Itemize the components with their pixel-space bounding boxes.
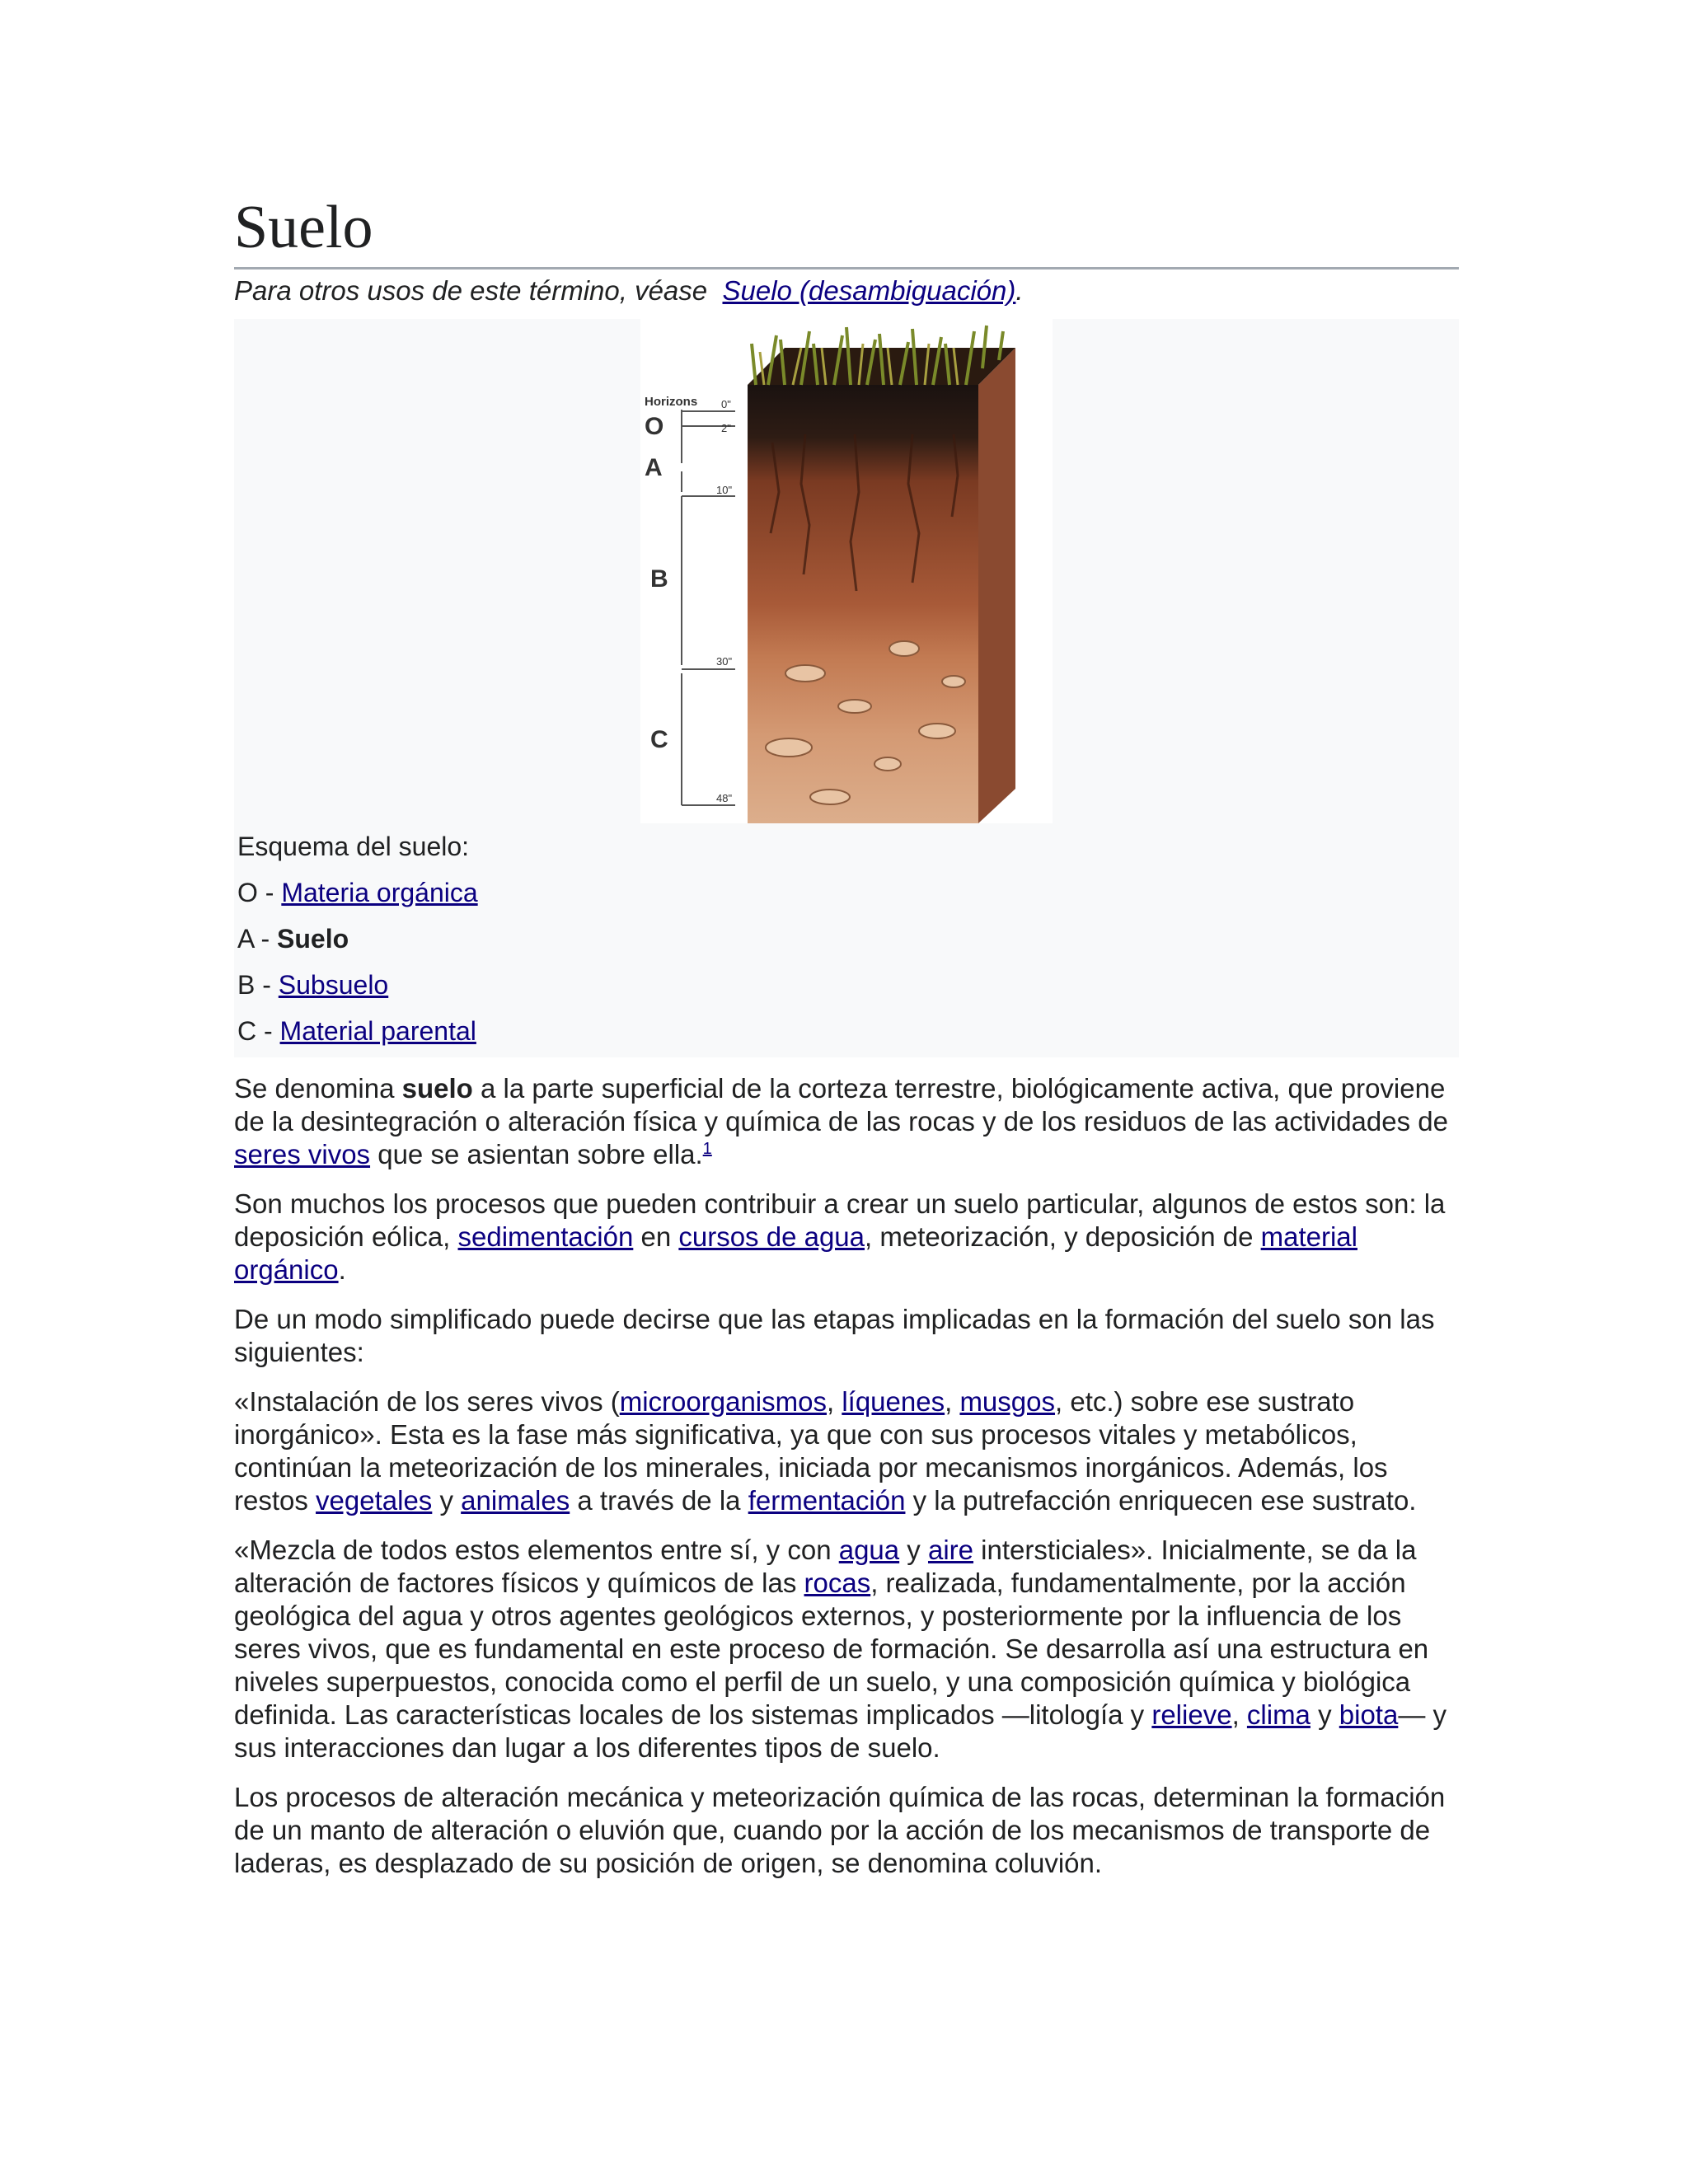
musgos-link[interactable]: musgos <box>959 1386 1055 1417</box>
article <box>234 191 1459 1880</box>
figure-caption <box>234 823 1459 1054</box>
aire-link[interactable]: aire <box>927 1535 974 1565</box>
page-title: Suelo <box>234 191 1459 269</box>
subsuelo-link[interactable]: Subsuelo <box>278 970 389 1000</box>
agua-link[interactable]: agua <box>838 1535 900 1565</box>
caption-heading: Esquema del suelo: <box>237 832 470 861</box>
depth-2-label: 2" <box>721 422 731 434</box>
cursos-de-agua-link[interactable]: cursos de agua <box>678 1221 865 1252</box>
paragraph-6: Los procesos de alteración mecánica y meteorización química de las rocas, determinan la formación de un manto de alteración o eluvión que, cuando por la acción de los mecanismos de transporte de laderas, es desplazado de su posición de origen, se denomina coluvión. <box>234 1782 1446 1878</box>
soil-figure <box>234 319 1459 1057</box>
liquenes-link[interactable]: líquenes <box>842 1386 945 1417</box>
paragraph-2: Son muchos los procesos que pueden contribuir a crear un suelo particular, algunos de estos son: la deposición eólica, sedimentación en cursos de agua, meteorización, y deposición de material orgánico. <box>234 1188 1446 1285</box>
article-body <box>234 1072 1459 1880</box>
horizon-a-label: A <box>645 454 663 481</box>
vegetales-link[interactable]: vegetales <box>316 1485 433 1516</box>
material-organico-link[interactable]: material orgánico <box>234 1221 1357 1285</box>
reference-1-link[interactable]: 1 <box>702 1140 712 1158</box>
sedimentacion-link[interactable]: sedimentación <box>457 1221 634 1252</box>
depth-48-label: 48" <box>716 792 733 804</box>
paragraph-3: De un modo simplificado puede decirse que las etapas implicadas en la formación del suelo son las siguientes: <box>234 1304 1435 1367</box>
relieve-link[interactable]: relieve <box>1151 1699 1232 1730</box>
seres-vivos-link[interactable]: seres vivos <box>234 1139 371 1169</box>
horizon-o-label: O <box>645 413 664 440</box>
hatnote-prefix: Para otros usos de este término, véase <box>234 275 708 306</box>
horizons-label: Horizons <box>645 395 698 409</box>
animales-link[interactable]: animales <box>461 1485 570 1516</box>
suelo-term: suelo <box>401 1073 473 1104</box>
caption-item-o: O - Materia orgánica <box>237 878 478 907</box>
hatnote-suffix: . <box>1015 275 1024 306</box>
horizon-c-label: C <box>650 726 668 753</box>
materia-organica-link[interactable]: Materia orgánica <box>281 878 478 907</box>
caption-item-a: A - Suelo <box>237 924 349 954</box>
hatnote <box>234 269 1459 314</box>
disambiguation-link[interactable]: Suelo (desambiguación) <box>722 275 1016 306</box>
horizon-b-label: B <box>650 565 668 593</box>
paragraph-4: «Instalación de los seres vivos (microorganismos, líquenes, musgos, etc.) sobre ese sustrato inorgánico». Esta es la fase más significativa, ya que con sus procesos vitales y metabólicos, continúan la meteorización de los minerales, iniciada por mecanismos inorgánicos. Además, los restos vegetales y animales a través de la fermentación y la putrefacción enriquecen ese sustrato. <box>234 1386 1417 1516</box>
paragraph-5: «Mezcla de todos estos elementos entre sí, y con agua y aire intersticiales». Inicialmente, se da la alteración de factores físicos y químicos de las rocas, realizada, fundamentalmente, por la acción geológica del agua y otros agentes geológicos externos, y posteriormente por la influencia de los seres vivos, que es fundamental en este proceso de formación. Se desarrolla así una estructura en niveles superpuestos, conocida como el perfil de un suelo, y una composición química y biológica definida. Las características locales de los sistemas implicados —litología y relieve, clima y biota— y sus interacciones dan lugar a los diferentes tipos de suelo. <box>234 1535 1447 1763</box>
biota-link[interactable]: biota <box>1339 1699 1399 1730</box>
depth-10-label: 10" <box>716 484 733 496</box>
material-parental-link[interactable]: Material parental <box>279 1016 476 1046</box>
clima-link[interactable]: clima <box>1246 1699 1311 1730</box>
depth-0-label: 0" <box>721 398 731 410</box>
suelo-bold: Suelo <box>277 924 349 954</box>
depth-30-label: 30" <box>716 655 733 668</box>
soil-profile-image[interactable] <box>640 319 1053 823</box>
paragraph-1: Se denomina suelo a la parte superficial de la corteza terrestre, biológicamente activa, que proviene de la desintegración o alteración física y química de las rocas y de los residuos de las actividades de seres vivos que se asientan sobre ella.$^1$ <box>234 1073 1448 1169</box>
microorganismos-link[interactable]: microorganismos <box>619 1386 827 1417</box>
fermentacion-link[interactable]: fermentación <box>748 1485 906 1516</box>
caption-item-b: B - Subsuelo <box>237 970 389 1000</box>
caption-item-c: C - Material parental <box>237 1016 476 1046</box>
rocas-link[interactable]: rocas <box>804 1568 871 1598</box>
